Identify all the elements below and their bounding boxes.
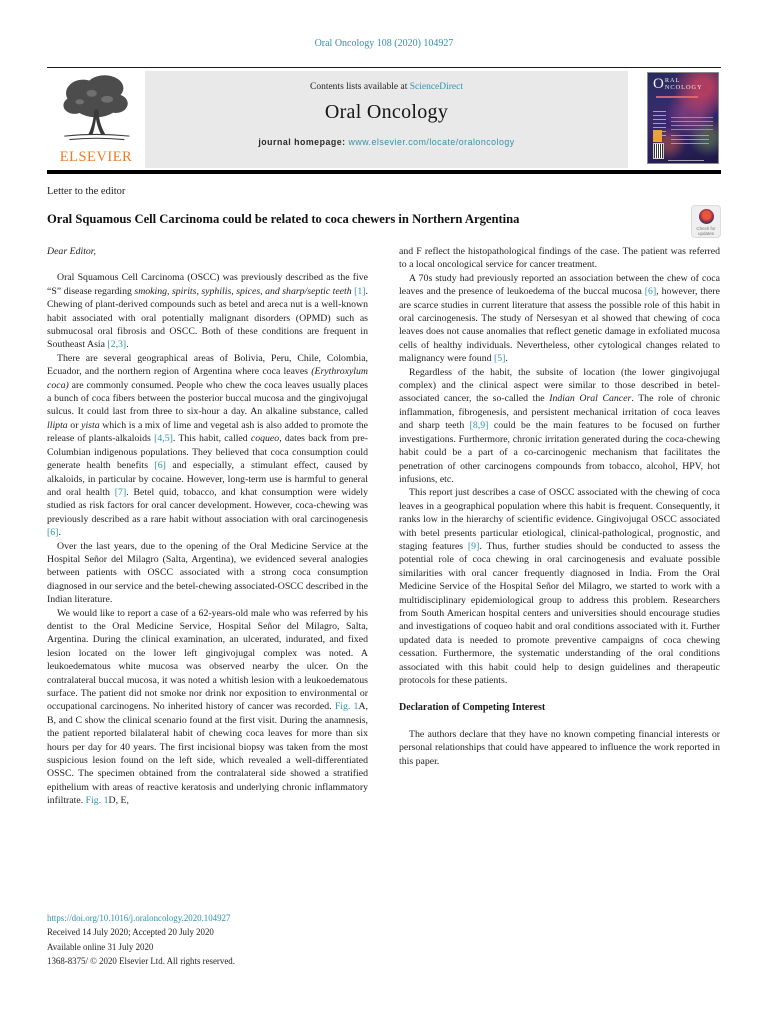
article-footnote [47,911,235,968]
journal-homepage-link[interactable]: www.elsevier.com/locate/oraloncology [348,137,515,147]
journal-banner [145,71,628,168]
cover-logo-box [653,130,662,142]
received-accepted-line: Received 14 July 2020; Accepted 20 July 2020 [47,927,214,938]
cover-bottom-text-line [668,160,704,162]
paragraph [399,486,720,687]
text-run: and F reflect the histopathological findings of the case. The patient was referred to a local oncological service for cancer treatment. [399,246,720,271]
top-rule [47,67,721,68]
text-run: , dates back from pre-Columbian indigenous populations. They believed that coca consumption could generate health benefits [47,433,368,472]
check-for-updates-badge[interactable] [691,205,721,238]
contents-prefix: Contents lists available at [309,82,410,92]
section-heading [399,701,720,714]
cover-title-big-o: O [653,76,664,92]
text-run: which is a mix of lime and vegetal ash is also added to promote the release of plants-alkaloids [47,419,368,445]
text-run: . The role of chronic inflammation, fibrogenesis, and persistent mechanical irritation of coca leaves and sharp teeth [399,393,721,432]
elsevier-tree-icon [57,71,135,148]
text-run: yista [81,419,100,431]
crossmark-label: Check for updates [696,225,716,236]
header-thick-rule [47,170,721,174]
citation-link[interactable]: [5] [493,353,506,365]
cover-text-lines-center [671,117,713,133]
citation-link[interactable]: [6] [644,286,657,298]
journal-cover-thumbnail[interactable] [647,72,719,164]
text-run: We would like to report a case of a 62-years-old male who was referred by his dentist to the Oral Medicine Service, Hospital Señor del Milagro, Salta, Argentina. During the clinical examination, an ulcerated, indurated, and fixed lesion located on the lower left gingivojugal complex was noted. A leukoedematous white mucosa was observed nearby the ulcer. On the contralateral buccal mucosa, it was noted a whitish lesion with a leukoedematous surface. The patient did not smoke nor drink nor exposition to environmental or occupational carcinogens. No inherited history of cancer was recorded. [47,607,368,713]
available-online-line: Available online 31 July 2020 [47,941,154,952]
cover-subtitle-line [656,96,698,98]
homepage-line [145,137,628,147]
text-run: llipta [47,419,68,431]
text-run: D, E, [108,795,129,807]
text-run: A, B, and C show the clinical scenario found at the first visit. During the anamnesis, the patient reported bilalateral habit of chewing coca leaves for more than six hours per day for 40 years. The first incisional biopsy was taken from the most suspicious lesion found on the left side, which revealed a well-differentiated OSSC. The specimen obtained from the contralateral side showed a stratified epithelium with areas of reactive keratosis and underlying chronic inflammatory infiltrate. [47,701,368,807]
article-section-type: Letter to the editor [47,186,126,197]
elsevier-logo[interactable] [47,71,145,169]
paragraph [399,245,720,272]
text-run: (Erythroxylum coca) [47,366,368,391]
doi-link[interactable]: https://doi.org/10.1016/j.oraloncology.2020.104927 [47,913,231,923]
paragraph [399,272,720,366]
cover-text-lines-teal [671,135,709,147]
cover-title-line2: NCOLOGY [664,84,703,91]
journal-citation-header: Oral Oncology 108 (2020) 104927 [314,38,454,49]
text-run: . Chewing of plant-derived compounds such as betel and areca nut is a well-known habit associated with oral potentially malignant disorders (OPMD) such as submucosal oral fibrosis and OSCC. Both of these conditions are frequent in Southeast Asia [47,285,368,351]
text-run: A 70s study had previously reported an association between the chew of coca leaves and the presence of leukoedema of the buccal mucosa [399,272,720,298]
citation-link[interactable]: [6] [154,460,166,472]
article-title: Oral Squamous Cell Carcinoma could be related to coca chewers in Northern Argentina [47,212,520,226]
citation-link[interactable]: [2,3] [107,339,127,351]
article-body [47,245,721,808]
text-run: . This habit, called [172,433,251,445]
text-run: Regardless of the habit, the subsite of location (the lower gingivojugal complex) and the clinical aspect were similar to those described in betel-associated cancer, the so-called the [399,366,720,405]
citation-link[interactable]: Fig. 1 [85,795,109,807]
left-column [47,245,368,808]
text-run: or [67,419,82,431]
citation-link[interactable]: [4,5] [154,433,173,445]
paragraph [399,366,720,487]
homepage-prefix: journal homepage: [258,137,349,147]
text-run: The authors declare that they have no known competing financial interests or personal relationships that could have appeared to influence the work reported in this paper. [399,728,720,767]
sciencedirect-link[interactable]: ScienceDirect [409,82,463,92]
text-run: smoking, spirits, syphilis, spices, and sharp/septic teeth [134,285,352,297]
citation-link[interactable]: [1] [354,285,366,297]
paragraph [47,271,368,351]
text-run: Dear Editor, [47,246,96,257]
text-run: Oral Squamous Cell Carcinoma (OSCC) was previously described as the five “S” disease regarding [47,272,368,297]
text-run: are commonly consumed. People who chew the coca leaves usually places a bunch of coca fibers between the posterior buccal mucosa and the gingivojugal sulcus. It could last from three to six-hour a day. An alkaline substance, called [47,379,368,418]
cover-title [653,77,703,91]
elsevier-wordmark: ELSEVIER [59,149,133,165]
text-run: Declaration of Competing Interest [399,702,546,714]
text-run: and especially, a stimulant effect, caused by alkaloids, in particular by cocaine. However, long-term use is harmful to general and oral health [47,460,368,498]
text-run: could be the main features to be focused on further investigations. Furthermore, chronic irritation generated during the coca-chewing habit could be a part of a co-carcinogenic mechanism that facilitates the penetration of other carcinogens compounds from tobacco, alcohol, HPV, hot infusions, etc. [399,420,720,485]
text-run: . [58,527,61,539]
text-run: There are several geographical areas of Bolivia, Peru, Chile, Colombia, Ecuador, and the northern region of Argentina where coca leaves [47,352,368,378]
citation-link[interactable]: [7] [114,486,127,498]
text-run: This report just describes a case of OSCC associated with the chewing of coca leaves in a geographical population where this habit is frequent. Consequently, it ranks low in the hierarchy of scientific evidence. Gingivojugal OSCC associated with betel presents particular etiological, clinical-pathological, prognostic, and staging features [399,487,720,552]
paragraph [47,540,368,607]
text-run: Over the last years, due to the opening of the Oral Medicine Service at the Hospital Señor del Milagro (Salta, Argentina), we evidenced several analogies between patients with OSCC associated with a strong coca consumption diagnosed in our service and the betel-chewing associated-OSCC described in the Indian literature. [47,540,368,606]
title-row [47,212,721,238]
text-run: . Thus, further studies should be conducted to assess the potential role of coca chewing in oral carcinogenesis and evaluate possible similarities with oral cancer frequently diagnosed in India. From the Oral Medicine Service of the Hospital Señor del Milagro, we started to work with a multidisciplinary epidemiological group to address this problem. Researchers from South American hospital centers and universities should encourage studies and investigations of coqueo habit and oral conditions associated with it. Further updated data is needed to promote preventive campaigns of coca chewing cessation. Furthermore, the systematic understanding of the oral conditions associated with this habit could help to design guidelines and therapeutic protocols for these patients. [399,540,720,686]
text-run: . [505,353,508,365]
contents-line [145,82,628,92]
text-run: . [126,339,129,351]
cover-title-line1: RAL [664,77,681,84]
citation-link[interactable]: [8,9] [469,420,489,432]
text-run: Indian Oral Cancer [549,393,632,405]
paragraph [399,728,720,768]
text-run: coqueo [250,433,280,445]
cover-barcode [653,143,664,159]
text-run: , however, there are scarce studies in current literature that assess the possible role of this habit in oral carcinogenesis. The study of Nersesyan et al showed that chewing of coca leaves does not cause anomalies that reflect genetic damage in exfoliated mucosa cells of healthy individuals. Nevertheless, other cytological changes related to malignancy were found [399,286,720,365]
citation-link[interactable]: Fig. 1 [334,701,359,713]
crossmark-logo-icon [699,209,714,224]
journal-header [47,71,721,169]
paragraph [47,352,368,540]
right-column [399,245,720,808]
paragraph [47,607,368,808]
issn-copyright-line: 1368-8375/ © 2020 Elsevier Ltd. All rights reserved. [47,955,235,966]
citation-link[interactable]: [6] [47,527,59,539]
text-run: . Betel quid, tobacco, and khat consumption were widely studied as risk factors for oral cancer development. However, coca-chewing was previously described as a rare habit without association with oral carcinogenesis [47,486,368,525]
paragraph [47,245,368,258]
citation-link[interactable]: [9] [467,540,480,552]
journal-title: Oral Oncology [324,101,449,123]
